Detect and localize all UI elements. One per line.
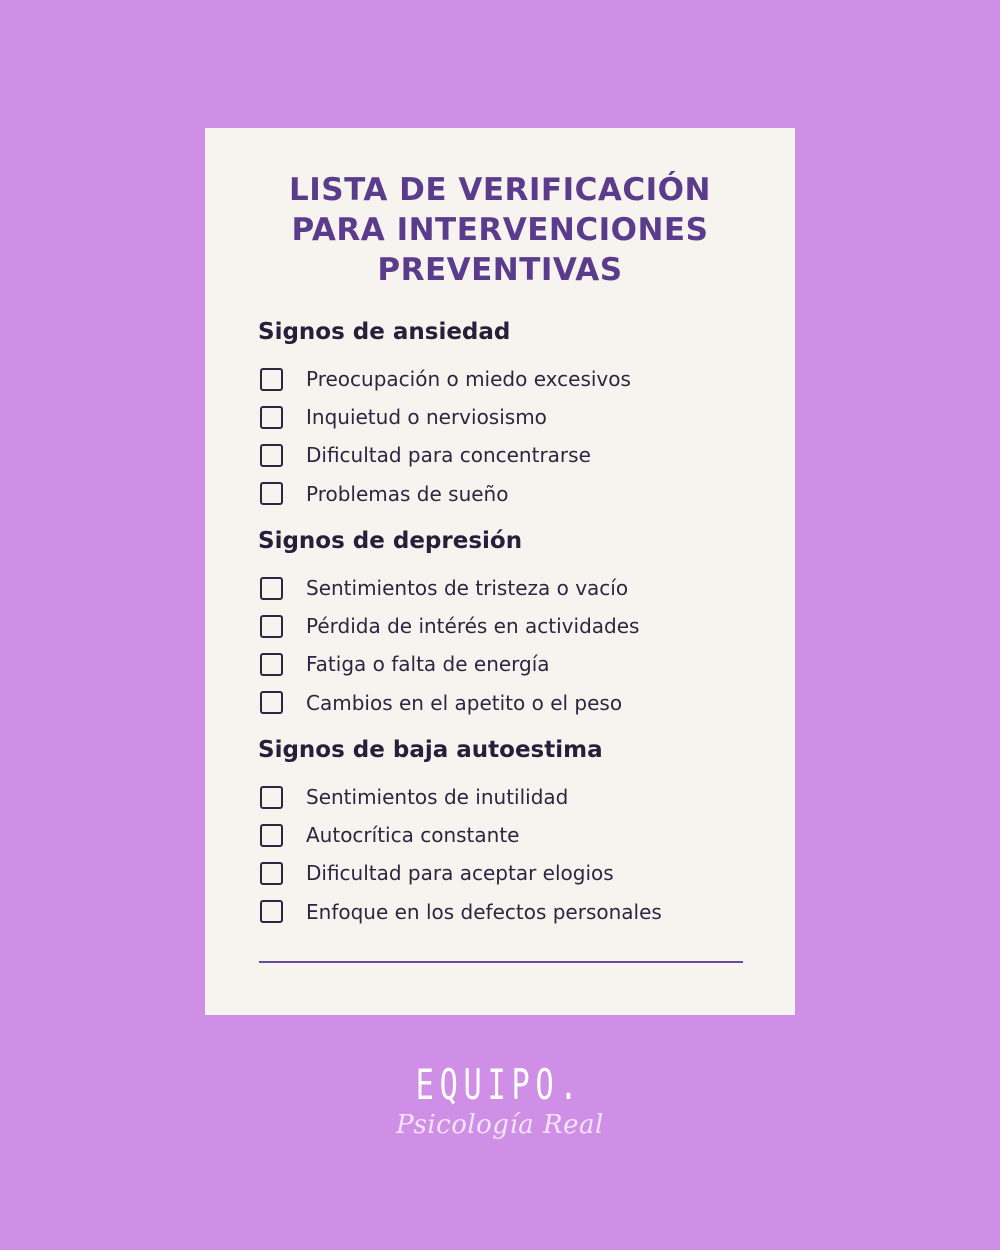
checklist [258,778,758,931]
section-low-self-esteem [258,735,758,931]
checklist-item[interactable] [258,893,758,931]
checkbox[interactable] [260,900,283,923]
checkbox[interactable] [260,444,283,467]
checklist-item[interactable] [258,569,758,607]
checklist-item[interactable] [258,684,758,722]
checklist-item[interactable] [258,816,758,854]
checklist-item[interactable] [258,398,758,436]
checkbox[interactable] [260,653,283,676]
checkbox[interactable] [260,691,283,714]
checklist-item[interactable] [258,778,758,816]
section-heading: Signos de baja autoestima [258,737,603,763]
checklist-item-label: Dificultad para concentrarse [306,443,591,468]
checklist-item-label: Cambios en el apetito o el peso [306,690,623,715]
title-line: LISTA DE VERIFICACIÓN [289,172,711,208]
checklist [258,569,758,722]
checklist-item-label: Dificultad para aceptar elogios [306,861,614,886]
checkbox[interactable] [260,406,283,429]
checklist-item-label: Fatiga o falta de energía [306,652,550,677]
checklist-item[interactable] [258,475,758,513]
checklist-item-label: Autocrítica constante [306,823,520,848]
page-title [0,170,1000,290]
checklist-item[interactable] [258,360,758,398]
checkbox[interactable] [260,615,283,638]
checklist-item-label: Pérdida de intérés en actividades [306,614,640,639]
title-line: PARA INTERVENCIONES [291,212,709,248]
checklist-item-label: Inquietud o nerviosismo [306,405,547,430]
section-heading: Signos de depresión [258,528,523,554]
checklist-item[interactable] [258,436,758,474]
checklist-item-label: Enfoque en los defectos personales [306,899,662,924]
checklist-item-label: Sentimientos de inutilidad [306,785,569,810]
checklist-item[interactable] [258,645,758,683]
checkbox[interactable] [260,824,283,847]
checklist-item[interactable] [258,607,758,645]
checklist-item[interactable] [258,854,758,892]
section-heading: Signos de ansiedad [258,319,511,345]
divider-line [259,961,743,963]
title-line: PREVENTIVAS [377,252,623,288]
checklist-item-label: Preocupación o miedo excesivos [306,367,631,392]
checkbox[interactable] [260,368,283,391]
checkbox[interactable] [260,482,283,505]
brand-logo [0,1062,1000,1140]
checkbox[interactable] [260,577,283,600]
checklist-item-label: Sentimientos de tristeza o vacío [306,576,629,601]
checklist [258,360,758,513]
brand-tagline: Psicología Real [396,1110,604,1140]
section-depression [258,526,758,722]
checkbox[interactable] [260,786,283,809]
section-anxiety [258,317,758,513]
brand-name: EQUIPO. [416,1060,584,1109]
checkbox[interactable] [260,862,283,885]
checklist-item-label: Problemas de sueño [306,481,509,506]
